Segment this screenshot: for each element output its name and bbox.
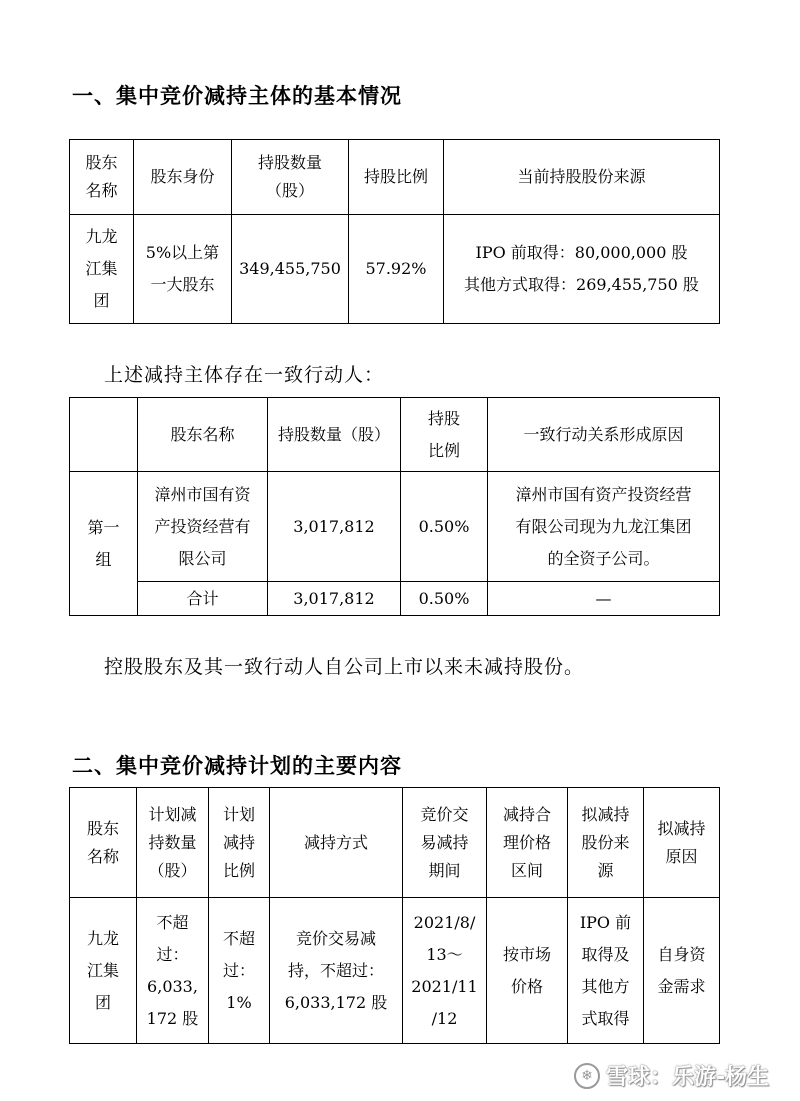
plan-period: 2021/8/ 13～ 2021/11 /12 [403,898,487,1044]
plan-quantity: 不超 过： 6,033, 172 股 [137,898,209,1044]
table-row [70,472,720,582]
header-cell: 持股数量（股） [268,398,401,472]
plan-source: IPO 前 取得及 其他方 式取得 [568,898,644,1044]
header-cell: 一致行动关系形成原因 [488,398,720,472]
section1-heading: 一、集中竞价减持主体的基本情况 [72,84,402,108]
plan-method: 竞价交易减 持，不超过： 6,033,172 股 [270,898,403,1044]
header-cell: 持股比例 [349,140,444,215]
table-row [70,215,720,324]
header-cell: 拟减持 原因 [644,788,720,898]
holder-shares: 349,455,750 [232,215,349,324]
header-cell: 股东身份 [134,140,232,215]
header-cell: 持股 比例 [401,398,488,472]
total-reason: — [488,582,720,616]
group-label: 第一 组 [70,472,138,616]
holder-name: 九龙 江集 团 [70,215,134,324]
table-row [70,898,720,1044]
concert-name: 漳州市国有资 产投资经营有 限公司 [138,472,268,582]
table-header-row [70,140,720,215]
header-cell: 拟减持 股份来 源 [568,788,644,898]
holder-info-table [69,139,720,324]
plan-reason: 自身资 金需求 [644,898,720,1044]
watermark-text: 雪球：乐游-杨生 [606,1065,770,1090]
section2-heading: 二、集中竞价减持计划的主要内容 [72,754,402,778]
concert-intro: 上述减持主体存在一致行动人： [104,364,385,386]
header-cell: 持股数量 （股） [232,140,349,215]
total-label: 合计 [138,582,268,616]
header-cell: 减持方式 [270,788,403,898]
header-cell: 股东名称 [138,398,268,472]
plan-price: 按市场 价格 [487,898,568,1044]
header-cell: 当前持股股份来源 [444,140,720,215]
holder-source: IPO 前取得：80,000,000 股 其他方式取得：269,455,750 股 [444,215,720,324]
snowball-icon: ❄ [574,1063,600,1089]
plan-ratio: 不超 过： 1% [209,898,270,1044]
reduction-plan-table [69,787,720,1044]
concert-ratio: 0.50% [401,472,488,582]
concert-party-table [69,397,720,616]
total-shares: 3,017,812 [268,582,401,616]
header-cell: 股东 名称 [70,788,137,898]
total-ratio: 0.50% [401,582,488,616]
holder-identity: 5%以上第 一大股东 [134,215,232,324]
concert-reason: 漳州市国有资产投资经营 有限公司现为九龙江集团 的全资子公司。 [488,472,720,582]
total-row [70,582,720,616]
concert-shares: 3,017,812 [268,472,401,582]
header-cell: 竞价交 易减持 期间 [403,788,487,898]
table-header-row [70,398,720,472]
plan-holder-name: 九龙 江集 团 [70,898,137,1044]
header-cell [70,398,138,472]
header-cell: 股东 名称 [70,140,134,215]
watermark [574,1060,769,1091]
header-cell: 计划 减持 比例 [209,788,270,898]
header-cell: 计划减 持数量 （股） [137,788,209,898]
table-header-row [70,788,720,898]
reduction-note: 控股股东及其一致行动人自公司上市以来未减持股份。 [104,656,585,678]
holder-ratio: 57.92% [349,215,444,324]
header-cell: 减持合 理价格 区间 [487,788,568,898]
